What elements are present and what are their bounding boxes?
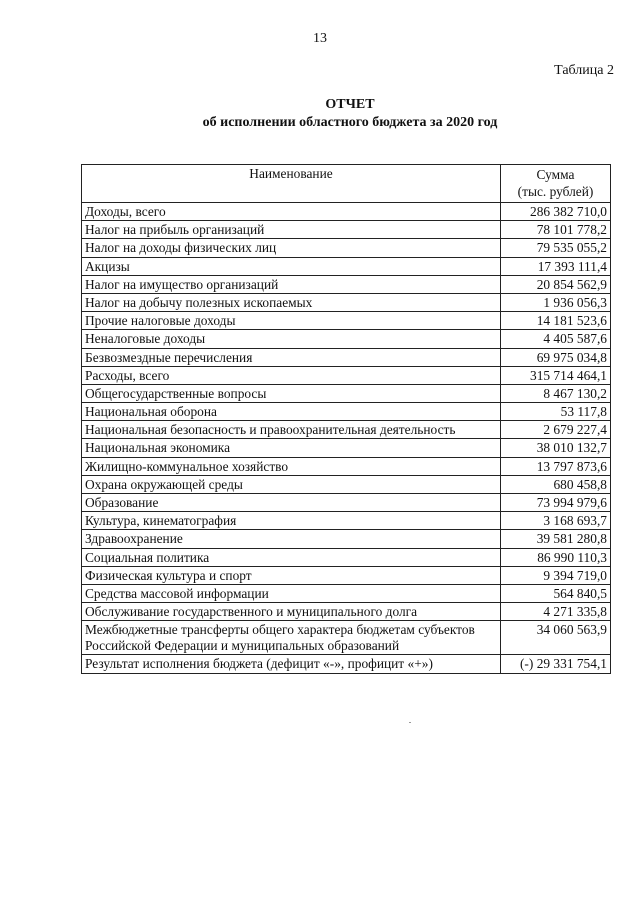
row-name: Национальная безопасность и правоохранительная деятельность: [82, 421, 501, 439]
row-sum: 79 535 055,2: [501, 239, 611, 257]
scan-mark: [409, 722, 411, 723]
table-row: [82, 439, 611, 457]
row-name: Общегосударственные вопросы: [82, 384, 501, 402]
table-row: [82, 655, 611, 673]
table-row: [82, 293, 611, 311]
table-row: [82, 366, 611, 384]
row-name: Физическая культура и спорт: [82, 566, 501, 584]
row-name: Здравоохранение: [82, 530, 501, 548]
table-row: [82, 530, 611, 548]
table-header-row: [82, 165, 611, 203]
table-row: [82, 603, 611, 621]
table-row: [82, 621, 611, 655]
table-body: [82, 203, 611, 674]
row-sum: 8 467 130,2: [501, 384, 611, 402]
table-row: [82, 512, 611, 530]
report-title: ОТЧЕТ: [325, 97, 375, 112]
row-name: Акцизы: [82, 257, 501, 275]
table-label: Таблица 2: [554, 63, 614, 78]
table-row: [82, 239, 611, 257]
table-row: [82, 403, 611, 421]
row-sum: 4 405 587,6: [501, 330, 611, 348]
table-row: [82, 494, 611, 512]
row-name: Расходы, всего: [82, 366, 501, 384]
row-name: Образование: [82, 494, 501, 512]
row-name: Культура, кинематография: [82, 512, 501, 530]
row-sum: 14 181 523,6: [501, 312, 611, 330]
row-name: Налог на добычу полезных ископаемых: [82, 293, 501, 311]
row-name: Социальная политика: [82, 548, 501, 566]
budget-table: [81, 164, 611, 674]
table-row: [82, 475, 611, 493]
table-row: [82, 330, 611, 348]
row-name: Налог на прибыль организаций: [82, 221, 501, 239]
table-row: [82, 257, 611, 275]
row-sum: 69 975 034,8: [501, 348, 611, 366]
page-number: 13: [313, 31, 327, 46]
row-sum: 4 271 335,8: [501, 603, 611, 621]
row-name: Доходы, всего: [82, 203, 501, 221]
row-sum: 17 393 111,4: [501, 257, 611, 275]
row-name: Национальная экономика: [82, 439, 501, 457]
table-row: [82, 584, 611, 602]
table-row: [82, 221, 611, 239]
row-sum: 564 840,5: [501, 584, 611, 602]
header-name: Наименование: [82, 165, 501, 203]
row-name: Жилищно-коммунальное хозяйство: [82, 457, 501, 475]
header-sum-label: Сумма: [536, 167, 575, 182]
row-name: Прочие налоговые доходы: [82, 312, 501, 330]
row-name: Охрана окружающей среды: [82, 475, 501, 493]
table-row: [82, 275, 611, 293]
row-sum: 73 994 979,6: [501, 494, 611, 512]
row-sum: 38 010 132,7: [501, 439, 611, 457]
row-name: Межбюджетные трансферты общего характера бюджетам субъектов Российской Федерации и муниципальных образований: [82, 621, 501, 655]
row-sum: 3 168 693,7: [501, 512, 611, 530]
row-name: Налог на доходы физических лиц: [82, 239, 501, 257]
row-sum: 34 060 563,9: [501, 621, 611, 655]
table-row: [82, 566, 611, 584]
row-sum: 286 382 710,0: [501, 203, 611, 221]
row-name: Средства массовой информации: [82, 584, 501, 602]
row-name: Результат исполнения бюджета (дефицит «-», профицит «+»): [82, 655, 501, 673]
table-row: [82, 457, 611, 475]
row-sum: 39 581 280,8: [501, 530, 611, 548]
table-row: [82, 348, 611, 366]
table-row: [82, 203, 611, 221]
row-name: Безвозмездные перечисления: [82, 348, 501, 366]
row-name: Обслуживание государственного и муниципального долга: [82, 603, 501, 621]
report-subtitle: об исполнении областного бюджета за 2020 год: [202, 115, 498, 130]
row-sum: 78 101 778,2: [501, 221, 611, 239]
row-sum: 53 117,8: [501, 403, 611, 421]
row-name: Национальная оборона: [82, 403, 501, 421]
row-sum: 2 679 227,4: [501, 421, 611, 439]
row-name: Неналоговые доходы: [82, 330, 501, 348]
row-sum: 9 394 719,0: [501, 566, 611, 584]
row-sum: 20 854 562,9: [501, 275, 611, 293]
header-sum: [501, 165, 611, 203]
row-sum: 13 797 873,6: [501, 457, 611, 475]
row-name: Налог на имущество организаций: [82, 275, 501, 293]
header-sum-unit: (тыс. рублей): [517, 184, 594, 199]
table-row: [82, 312, 611, 330]
table-row: [82, 548, 611, 566]
table-row: [82, 421, 611, 439]
row-sum: 315 714 464,1: [501, 366, 611, 384]
table-row: [82, 384, 611, 402]
row-sum: 1 936 056,3: [501, 293, 611, 311]
row-sum: (-) 29 331 754,1: [501, 655, 611, 673]
row-sum: 86 990 110,3: [501, 548, 611, 566]
row-sum: 680 458,8: [501, 475, 611, 493]
